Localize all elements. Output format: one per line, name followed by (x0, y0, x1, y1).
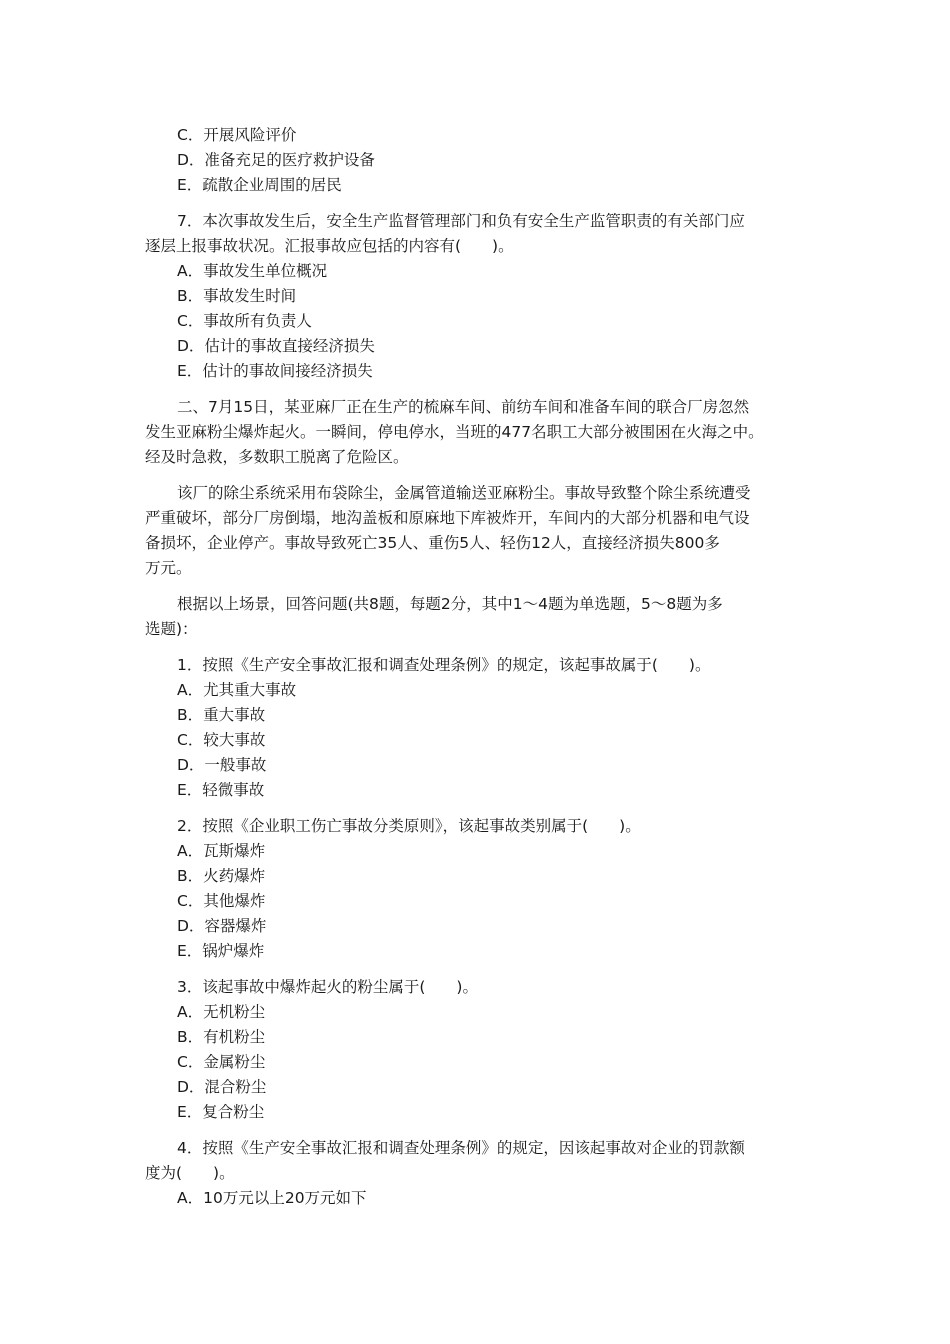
case2-paragraph-2 (145, 481, 815, 581)
q3-option-c: C．金属粉尘 (177, 1053, 266, 1071)
case2-p1-line-3: 经及时急救，多数职工脱离了危险区。 (145, 448, 409, 466)
case2-instruction (145, 592, 815, 642)
q6-option-e: E．疏散企业周围的居民 (177, 176, 342, 194)
q4-option-a: A．10万元以上20万元如下 (177, 1189, 367, 1207)
q2-option-e: E．锅炉爆炸 (177, 942, 265, 960)
case2-p2-line-2: 严重破坏，部分厂房倒塌，地沟盖板和原麻地下库被炸开，车间内的大部分机器和电气设 (145, 509, 750, 527)
q7-stem-line-1: 7．本次事故发生后，安全生产监督管理部门和负有安全生产监管职责的有关部门应 (177, 212, 745, 230)
document-body (145, 123, 815, 1211)
question-2 (145, 814, 815, 964)
q6-options (145, 123, 815, 198)
q1-option-d: D．一般事故 (177, 756, 267, 774)
question-3 (145, 975, 815, 1125)
q3-option-a: A．无机粉尘 (177, 1003, 266, 1021)
q1-option-c: C．较大事故 (177, 731, 266, 749)
case2-p1-line-2: 发生亚麻粉尘爆炸起火。一瞬间，停电停水，当班的477名职工大部分被围困在火海之中。 (145, 423, 764, 441)
q3-option-b: B．有机粉尘 (177, 1028, 266, 1046)
question-7 (145, 209, 815, 384)
instruction-line-1: 根据以上场景，回答问题(共8题，每题2分，其中1～4题为单选题，5～8题为多 (177, 595, 723, 613)
question-4 (145, 1136, 815, 1211)
case2-paragraph-1 (145, 395, 815, 470)
instruction-line-2: 选题)： (145, 620, 198, 638)
q7-option-c: C．事故所有负责人 (177, 312, 312, 330)
q7-option-d: D．估计的事故直接经济损失 (177, 337, 375, 355)
q6-option-c: C．开展风险评价 (177, 126, 297, 144)
q1-option-b: B．重大事故 (177, 706, 266, 724)
q7-option-b: B．事故发生时间 (177, 287, 297, 305)
case2-p2-line-4: 万元。 (145, 559, 192, 577)
q1-stem: 1．按照《生产安全事故汇报和调查处理条例》的规定，该起事故属于( )。 (177, 656, 711, 674)
q3-option-e: E．复合粉尘 (177, 1103, 265, 1121)
q2-stem: 2．按照《企业职工伤亡事故分类原则》，该起事故类别属于( )。 (177, 817, 641, 835)
q3-option-d: D．混合粉尘 (177, 1078, 267, 1096)
q2-option-d: D．容器爆炸 (177, 917, 267, 935)
q2-option-b: B．火药爆炸 (177, 867, 266, 885)
q7-option-a: A．事故发生单位概况 (177, 262, 328, 280)
case2-p2-line-3: 备损坏，企业停产。事故导致死亡35人、重伤5人、轻伤12人，直接经济损失800多 (145, 534, 720, 552)
question-1 (145, 653, 815, 803)
q2-option-c: C．其他爆炸 (177, 892, 266, 910)
q7-stem-line-2: 逐层上报事故状况。汇报事故应包括的内容有( )。 (145, 237, 514, 255)
q1-option-e: E．轻微事故 (177, 781, 265, 799)
q4-stem-line-1: 4．按照《生产安全事故汇报和调查处理条例》的规定，因该起事故对企业的罚款额 (177, 1139, 745, 1157)
q6-option-d: D．准备充足的医疗救护设备 (177, 151, 375, 169)
case2-p2-line-1: 该厂的除尘系统采用布袋除尘，金属管道输送亚麻粉尘。事故导致整个除尘系统遭受 (177, 484, 751, 502)
q2-option-a: A．瓦斯爆炸 (177, 842, 266, 860)
case2-p1-line-1: 二、7月15日，某亚麻厂正在生产的梳麻车间、前纺车间和准备车间的联合厂房忽然 (177, 398, 750, 416)
q3-stem: 3．该起事故中爆炸起火的粉尘属于( )。 (177, 978, 478, 996)
q7-option-e: E．估计的事故间接经济损失 (177, 362, 373, 380)
q1-option-a: A．尤其重大事故 (177, 681, 297, 699)
q4-stem-line-2: 度为( )。 (145, 1164, 235, 1182)
